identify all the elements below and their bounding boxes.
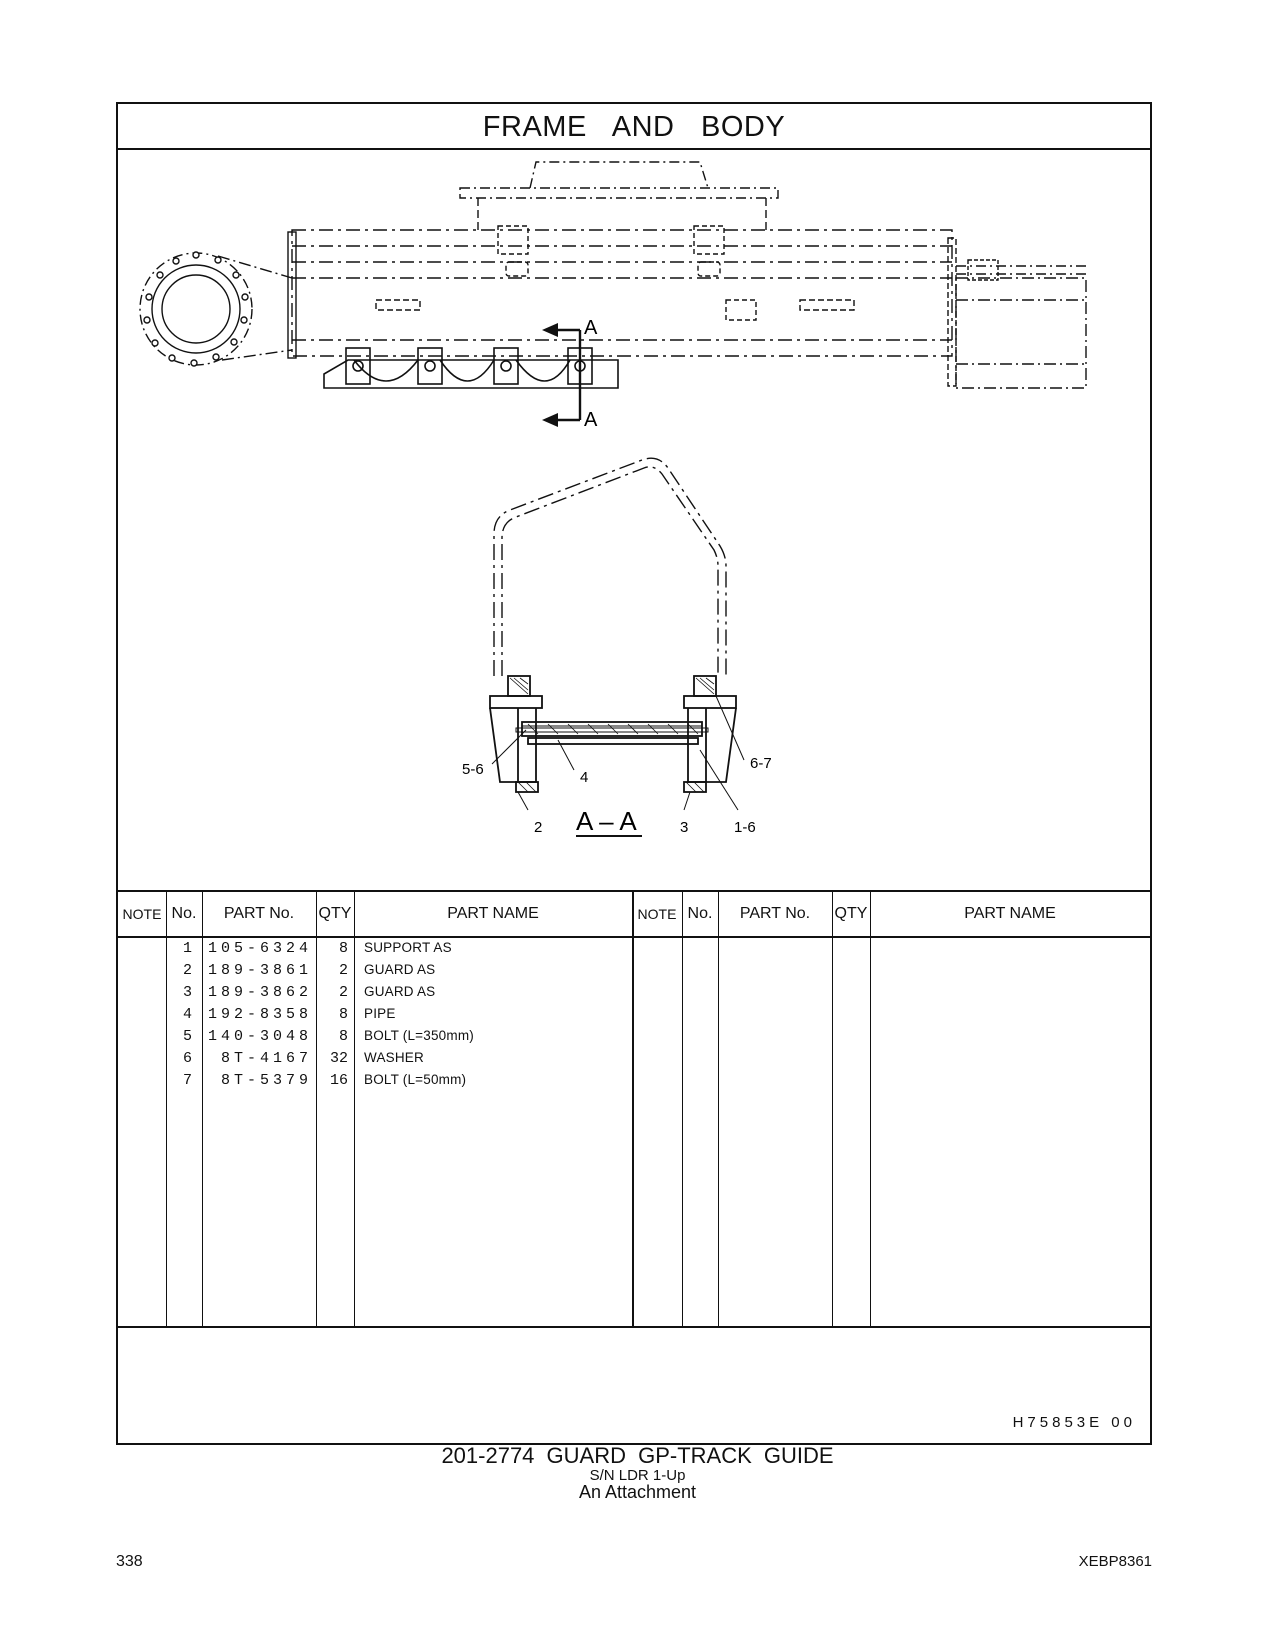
header-part-no-right: PART No.: [739, 905, 811, 922]
manual-code: XEBP8361: [1078, 1553, 1152, 1570]
header-note: NOTE: [122, 906, 162, 922]
header-qty-right: QTY: [834, 905, 868, 922]
callout-5-6: 5-6: [462, 761, 484, 778]
idler-outline: [140, 253, 252, 365]
parts-page-frame: [116, 102, 1152, 1445]
section-view-title: A – A: [576, 806, 637, 836]
header-part-no: PART No.: [223, 905, 295, 922]
table-row: 5 140-3048 8 BOLT (L=350mm): [182, 1028, 474, 1045]
header-qty: QTY: [318, 905, 352, 922]
table-row: 1 105-6324 8 SUPPORT AS: [182, 940, 452, 957]
callout-6-7: 6-7: [750, 755, 772, 772]
serial-range: S/N LDR 1-Up: [589, 1467, 686, 1484]
guard-outline: [494, 458, 726, 676]
header-no: No.: [171, 905, 197, 922]
parts-table: [118, 890, 1150, 1326]
header-part-name-right: PART NAME: [964, 905, 1056, 922]
table-row: 3 189-3862 2 GUARD AS: [182, 984, 436, 1001]
parts-illustration: [118, 150, 1150, 890]
table-row: 4 192-8358 8 PIPE: [182, 1006, 396, 1023]
track-frame-outline: [292, 230, 952, 356]
illustration-code: H75853E 00: [1012, 1414, 1136, 1431]
attachment-note: An Attachment: [578, 1482, 697, 1502]
header-part-name: PART NAME: [447, 905, 539, 922]
group-caption: 201-2774 GUARD GP-TRACK GUIDE: [441, 1443, 834, 1468]
section-mark-top: A: [584, 317, 598, 339]
section-mark-bottom: A: [584, 409, 598, 431]
callout-2: 2: [534, 819, 543, 836]
page-title: FRAME AND BODY: [118, 104, 1150, 150]
table-row: 7 8T-5379 16 BOLT (L=50mm): [182, 1072, 467, 1089]
header-no-right: No.: [687, 905, 713, 922]
callout-4: 4: [580, 769, 589, 786]
table-footer: [118, 1326, 1150, 1443]
parts-drawing: [118, 150, 1150, 890]
callout-1-6: 1-6: [734, 819, 756, 836]
table-row: 2 189-3861 2 GUARD AS: [182, 962, 436, 979]
callout-3: 3: [680, 819, 689, 836]
page-number: 338: [116, 1553, 143, 1570]
table-row: 6 8T-4167 32 WASHER: [182, 1050, 424, 1067]
header-note-right: NOTE: [637, 906, 677, 922]
